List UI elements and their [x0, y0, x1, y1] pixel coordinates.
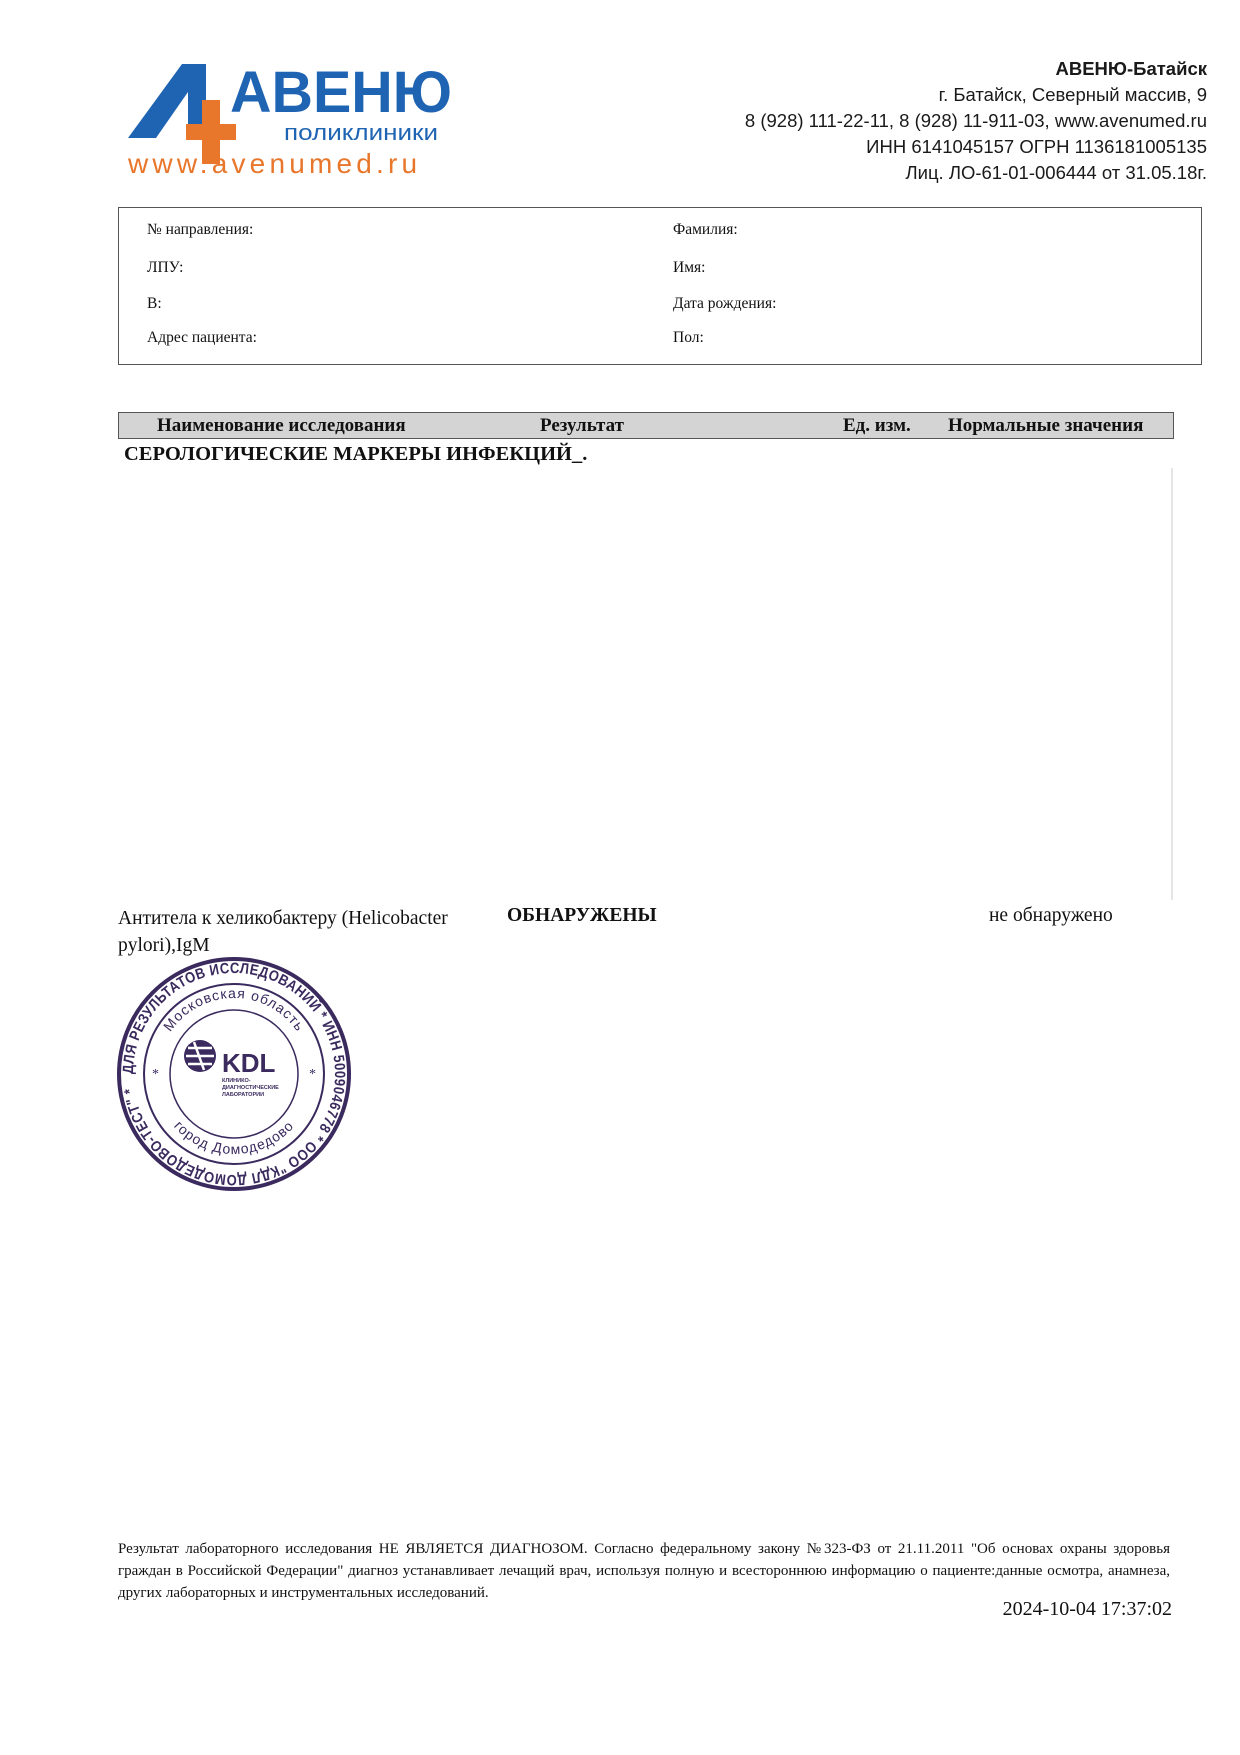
col-header-result: Результат [540, 415, 624, 436]
v-label: В: [147, 295, 162, 312]
col-header-norm: Нормальные значения [948, 415, 1144, 436]
clinic-contacts: 8 (928) 111-22-11, 8 (928) 11-911-03, www.avenumed.ru [744, 110, 1207, 131]
kdl-logo-icon [184, 1040, 216, 1072]
svg-text:*: * [309, 1067, 316, 1082]
clinic-license: Лиц. ЛО-61-01-006444 от 31.05.18г. [905, 162, 1207, 183]
first-name-label: Имя: [673, 259, 706, 276]
lab-stamp [116, 956, 352, 1192]
test-result: ОБНАРУЖЕНЫ [507, 905, 657, 926]
stamp-logo: KDL [222, 1048, 276, 1078]
svg-text:КЛИНИКО-: КЛИНИКО- [222, 1078, 251, 1084]
svg-text:ЛАБОРАТОРИИ: ЛАБОРАТОРИИ [222, 1092, 265, 1098]
clinic-address: г. Батайск, Северный массив, 9 [938, 84, 1207, 105]
clinic-name: АВЕНЮ-Батайск [1055, 58, 1207, 79]
col-header-unit: Ед. изм. [843, 415, 911, 436]
sex-label: Пол: [673, 329, 704, 346]
patient-address-label: Адрес пациента: [147, 329, 257, 346]
disclaimer: Результат лабораторного исследования НЕ ЯВЛЯЕТСЯ ДИАГНОЗОМ. Согласно федеральному закону №323-ФЗ от 21.11.2011 "Об основах охраны здоровья граждан в Российской Федерации" диагноз устанавливает лечащий врач, используя полную и всестороннюю информацию о пациенте:данные осмотра, анамнеза, других лабораторных и инструментальных исследований. [118, 1541, 1170, 1601]
stamp-inner-top: Московская область [159, 984, 309, 1035]
patient-info-box [118, 207, 1202, 365]
surname-label: Фамилия: [673, 221, 738, 238]
test-norm: не обнаружено [989, 905, 1113, 926]
col-header-name: Наименование исследования [157, 415, 406, 436]
birth-date-label: Дата рождения: [673, 295, 777, 312]
logo-brand: АВЕНЮ [230, 60, 452, 125]
clinic-info [745, 56, 1207, 186]
section-title: СЕРОЛОГИЧЕСКИЕ МАРКЕРЫ ИНФЕКЦИЙ_. [124, 443, 588, 465]
lpu-label: ЛПУ: [147, 259, 184, 276]
test-name: Антитела к хеликобактеру (Helicobacter pylori),IgM [118, 908, 448, 956]
stamp-inner-bottom: город Домодедово [171, 1117, 297, 1158]
svg-text:город Домодедово [171, 1117, 297, 1157]
logo-url: www.avenumed.ru [128, 148, 422, 179]
svg-text:*: * [152, 1067, 159, 1082]
divider [1171, 468, 1173, 900]
logo-subtitle: поликлиники [284, 120, 438, 145]
print-datetime: 2024-10-04 17:37:02 [1002, 1598, 1172, 1620]
clinic-ids: ИНН 6141045157 ОГРН 1136181005135 [866, 136, 1207, 157]
svg-text:ДИАГНОСТИЧЕСКИЕ: ДИАГНОСТИЧЕСКИЕ [222, 1085, 279, 1091]
stamp-outer-text: ДЛЯ РЕЗУЛЬТАТОВ ИССЛЕДОВАНИЙ * ИНН 5009046778 * ООО "КДЛ ДОМОДЕДОВО-ТЕСТ" * [119, 959, 349, 1189]
referral-number-label: № направления: [147, 221, 254, 238]
